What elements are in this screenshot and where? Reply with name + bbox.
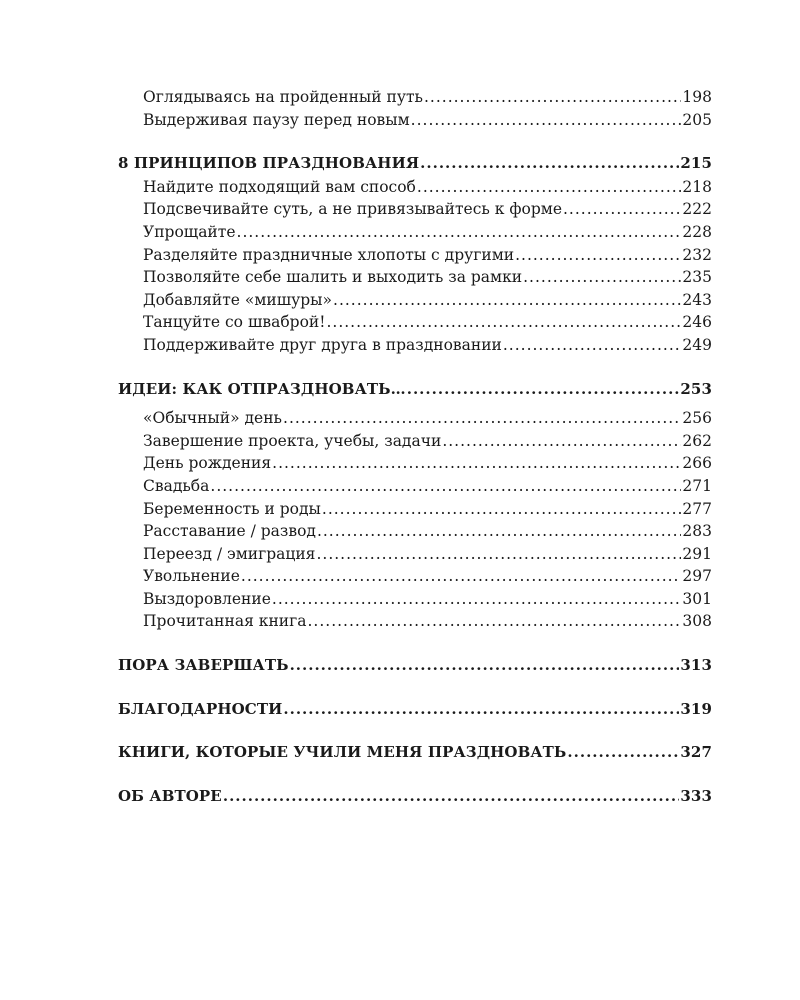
toc-entry-page: 235	[682, 268, 712, 287]
toc-entry[interactable]	[118, 86, 712, 109]
toc-entry[interactable]	[118, 311, 712, 334]
dot-leader	[272, 588, 682, 611]
toc-section-title: ИДЕИ: КАК ОТПРАЗДНОВАТЬ…	[118, 379, 406, 398]
toc-section-finish[interactable]	[118, 654, 712, 677]
toc-entry-page: 262	[682, 431, 712, 450]
dot-leader	[515, 244, 681, 267]
toc-entry-page: 297	[682, 567, 712, 586]
toc-entry[interactable]	[118, 198, 712, 221]
toc-entry-page: 205	[682, 110, 712, 129]
toc-entry-title: Найдите подходящий вам способ	[143, 177, 416, 196]
toc-entry-title: Свадьба	[143, 476, 210, 495]
dot-leader	[523, 266, 681, 289]
dot-leader	[322, 498, 682, 521]
dot-leader	[283, 407, 681, 430]
toc-section-page: 319	[680, 699, 712, 718]
toc-entry[interactable]	[118, 452, 712, 475]
toc-entry-page: 228	[682, 222, 712, 241]
toc-section-title: БЛАГОДАРНОСТИ	[118, 699, 283, 718]
toc-entry[interactable]	[118, 266, 712, 289]
dot-leader	[567, 741, 679, 764]
toc-entry[interactable]	[118, 221, 712, 244]
toc-section-author[interactable]	[118, 785, 712, 808]
toc-section-title: 8 ПРИНЦИПОВ ПРАЗДНОВАНИЯ	[118, 154, 420, 173]
toc-entry-page: 308	[682, 612, 712, 631]
toc-entry-title: Завершение проекта, учебы, задачи	[143, 431, 442, 450]
toc-entry[interactable]	[118, 244, 712, 267]
toc-entry-page: 222	[682, 200, 712, 219]
dot-leader	[241, 565, 682, 588]
toc-entry-title: Беременность и роды	[143, 499, 321, 518]
toc-entry-page: 232	[682, 245, 712, 264]
toc-section-page: 215	[680, 154, 712, 173]
toc-section-principles[interactable]	[118, 152, 712, 175]
toc-section-ideas[interactable]	[118, 378, 712, 401]
toc-entry-title: День рождения	[143, 454, 272, 473]
dot-leader	[237, 221, 682, 244]
dot-leader	[424, 86, 681, 109]
toc-entry-title: Танцуйте со шваброй!	[143, 313, 326, 332]
toc-entry-page: 198	[682, 88, 712, 106]
toc-entry-page: 291	[682, 544, 712, 563]
toc-section-page: 313	[680, 656, 712, 675]
table-of-contents	[118, 86, 712, 807]
toc-section-page: 333	[680, 786, 712, 805]
toc-entry-title: Разделяйте праздничные хлопоты с другими	[143, 245, 515, 264]
toc-entry-page: 271	[682, 476, 712, 495]
toc-entry[interactable]	[118, 588, 712, 611]
toc-entry[interactable]	[118, 407, 712, 430]
toc-entry[interactable]	[118, 520, 712, 543]
dot-leader	[317, 520, 681, 543]
toc-section-title: КНИГИ, КОТОРЫЕ УЧИЛИ МЕНЯ ПРАЗДНОВАТЬ	[118, 743, 567, 762]
toc-entry-title: Упрощайте	[143, 222, 236, 241]
toc-entry[interactable]	[118, 543, 712, 566]
toc-entry-page: 243	[682, 290, 712, 309]
toc-section-title: ОБ АВТОРЕ	[118, 786, 222, 805]
dot-leader	[420, 152, 679, 175]
toc-entry[interactable]	[118, 430, 712, 453]
toc-section-title: ПОРА ЗАВЕРШАТЬ	[118, 656, 289, 675]
toc-entry-page: 249	[682, 335, 712, 354]
dot-leader	[407, 378, 680, 401]
toc-entry-title: Прочитанная книга	[143, 612, 307, 631]
dot-leader	[442, 430, 681, 453]
dot-leader	[283, 698, 679, 721]
toc-section-page: 253	[680, 379, 712, 398]
toc-entry-title: Подсвечивайте суть, а не привязывайтесь к форме	[143, 200, 562, 219]
toc-section-books[interactable]	[118, 741, 712, 764]
toc-section-page: 327	[680, 743, 712, 762]
toc-entry-page: 283	[682, 522, 712, 541]
toc-entry-page: 301	[682, 589, 712, 608]
toc-entry-page: 246	[682, 313, 712, 332]
toc-entry-page: 218	[682, 177, 712, 196]
toc-entry[interactable]	[118, 176, 712, 199]
toc-entry-page: 266	[682, 454, 712, 473]
dot-leader	[307, 610, 681, 633]
dot-leader	[326, 311, 681, 334]
toc-entry[interactable]	[118, 475, 712, 498]
toc-entry-title: Увольнение	[143, 567, 240, 586]
dot-leader	[223, 785, 680, 808]
toc-entry-page: 256	[682, 409, 712, 428]
dot-leader	[210, 475, 681, 498]
toc-section-thanks[interactable]	[118, 698, 712, 721]
dot-leader	[563, 198, 681, 221]
toc-entry-title: Выдерживая паузу перед новым	[143, 110, 410, 129]
toc-entry[interactable]	[118, 334, 712, 357]
toc-entry-title: Оглядываясь на пройденный путь	[143, 88, 423, 106]
toc-entry-title: Добавляйте «мишуры»	[143, 290, 333, 309]
toc-entry[interactable]	[118, 565, 712, 588]
toc-entry[interactable]	[118, 289, 712, 312]
toc-entry-title: Поддерживайте друг друга в праздновании	[143, 335, 502, 354]
toc-entry[interactable]	[118, 610, 712, 633]
dot-leader	[272, 452, 681, 475]
toc-entry-title: Переезд / эмиграция	[143, 544, 316, 563]
dot-leader	[316, 543, 681, 566]
dot-leader	[290, 654, 680, 677]
dot-leader	[417, 176, 682, 199]
toc-entry-title: Выздоровление	[143, 589, 271, 608]
toc-entry[interactable]	[118, 109, 712, 132]
toc-entry-title: «Обычный» день	[143, 409, 283, 428]
dot-leader	[411, 109, 682, 132]
toc-entry-title: Расставание / развод	[143, 522, 316, 541]
dot-leader	[503, 334, 682, 357]
toc-entry-title: Позволяйте себе шалить и выходить за рамки	[143, 268, 523, 287]
dot-leader	[333, 289, 681, 312]
toc-entry-page: 277	[682, 499, 712, 518]
toc-entry[interactable]	[118, 498, 712, 521]
